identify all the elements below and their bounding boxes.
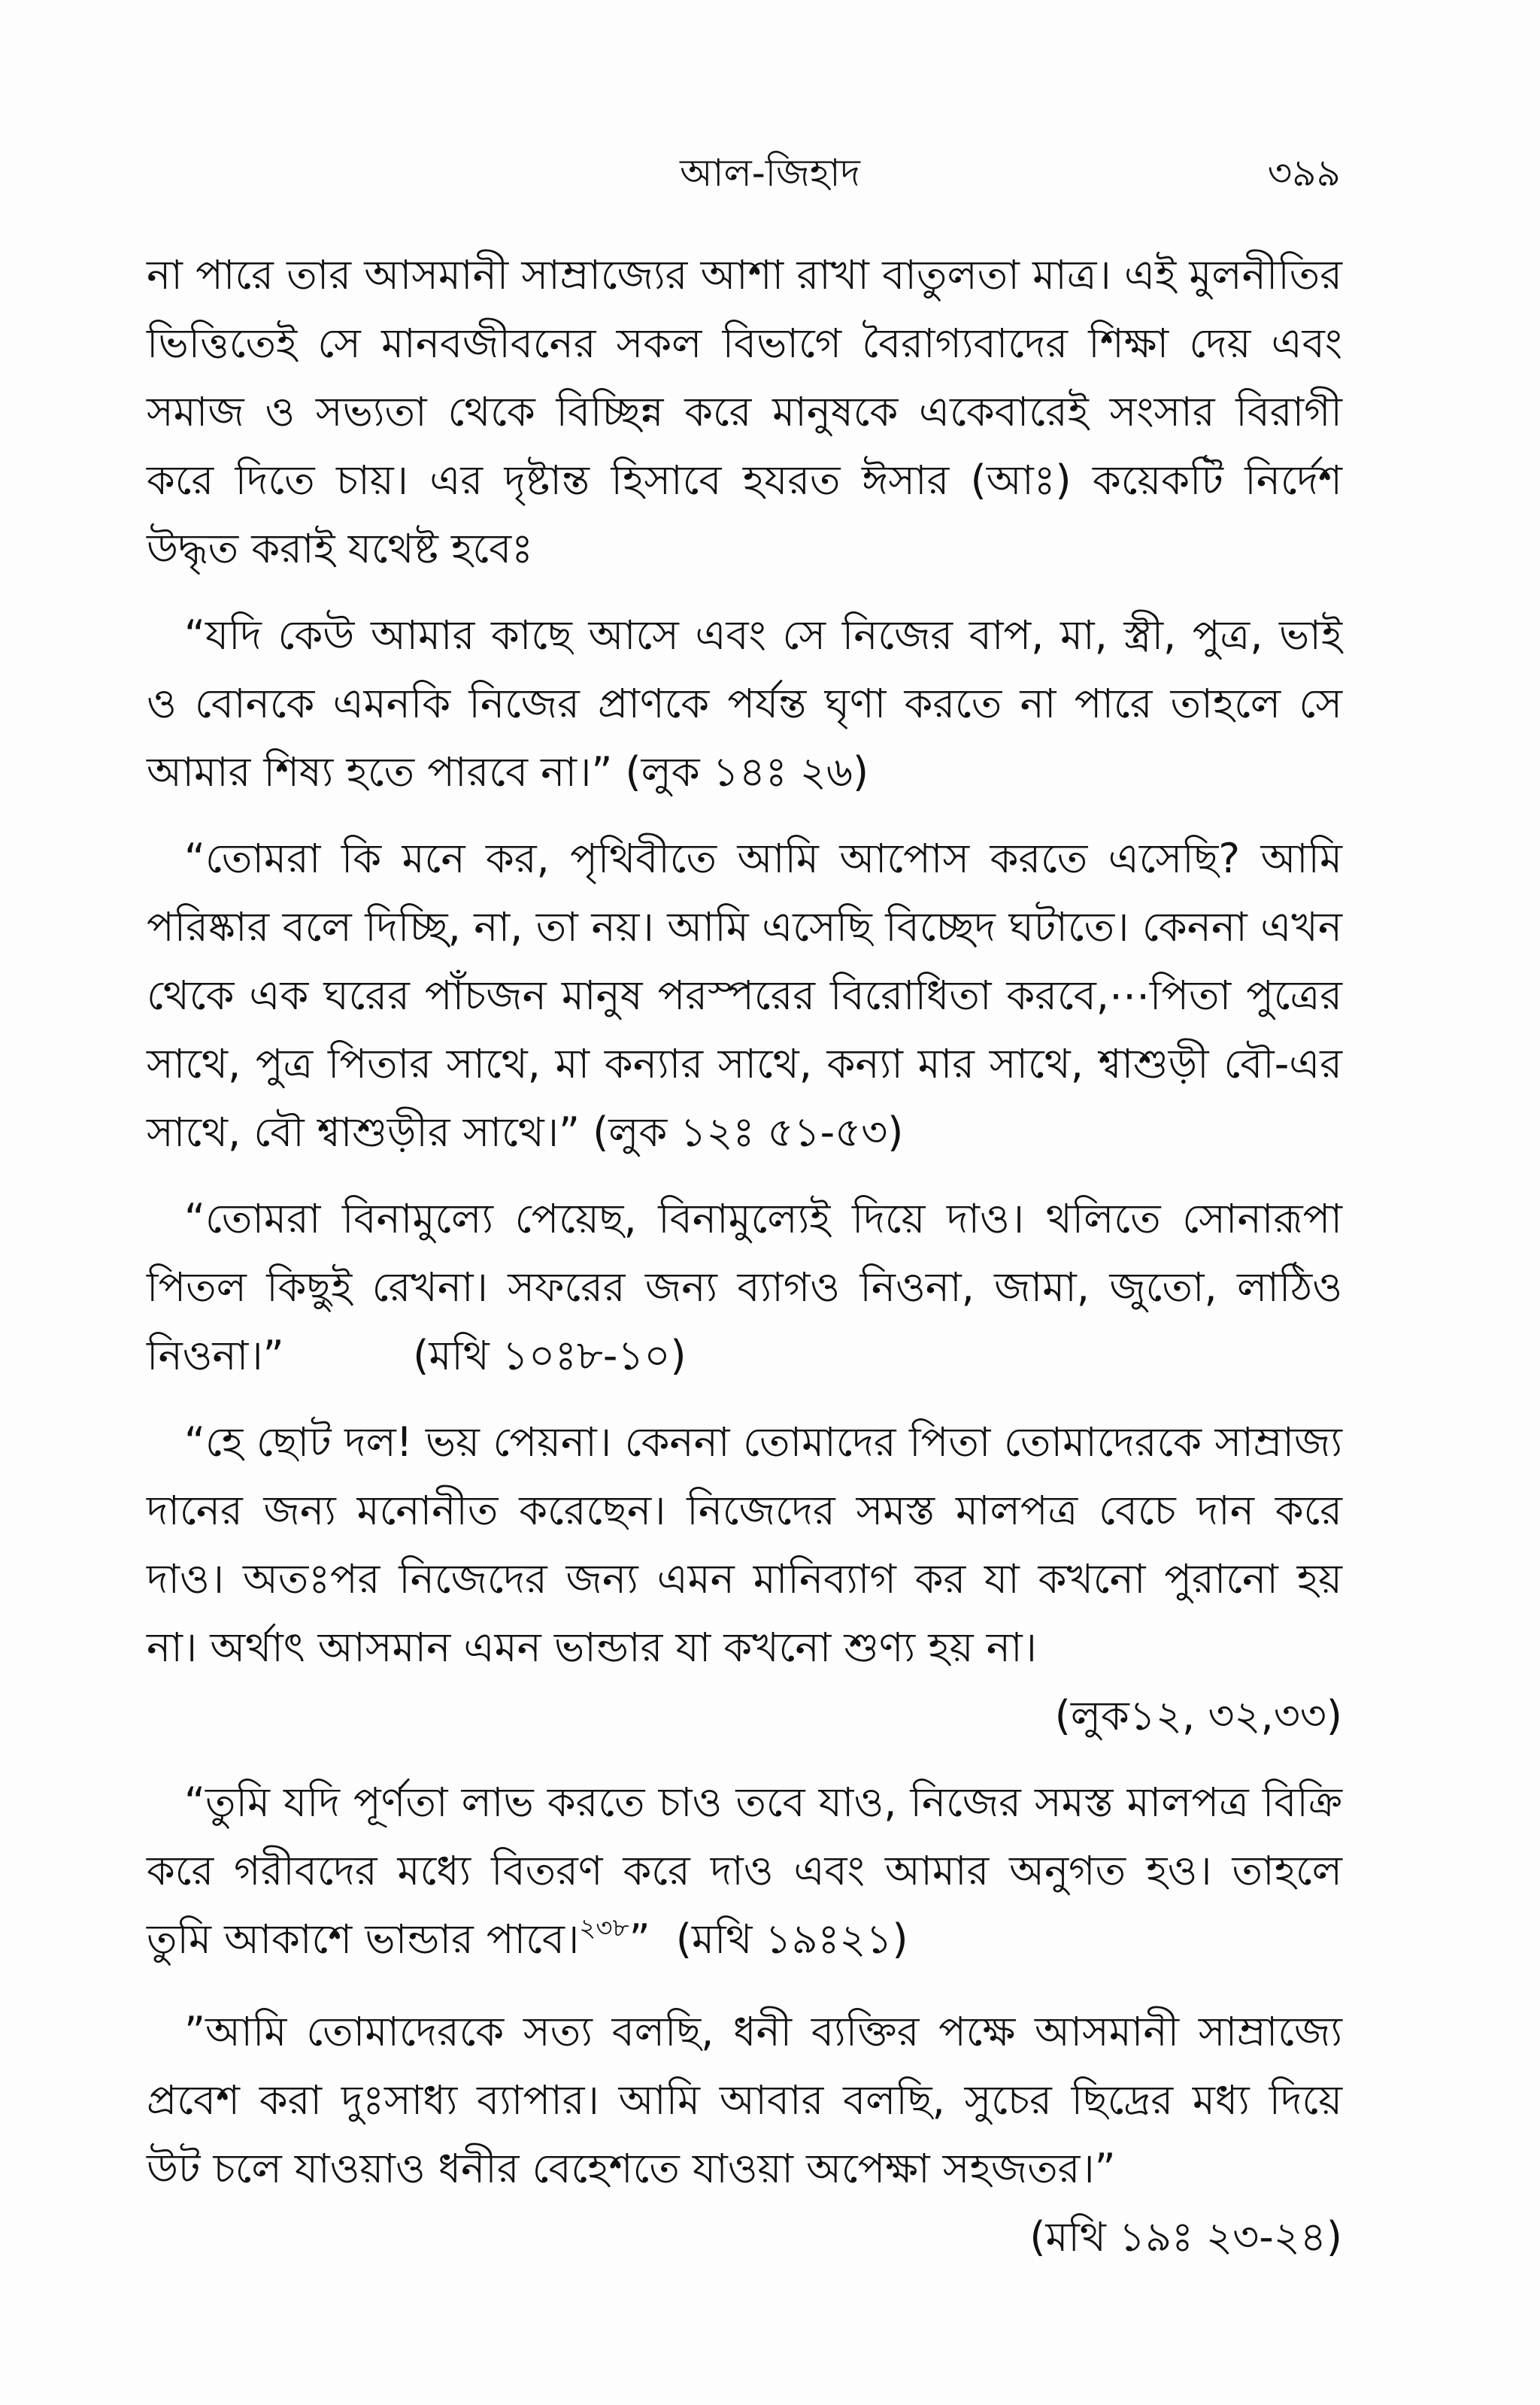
quote-matthew-19-21 — [147, 1768, 1342, 1973]
quote-luke-12-32: “হে ছোট দল! ভয় পেয়না। কেননা তোমাদের পিতা তোমাদেরকে সাম্রাজ্য দানের জন্য মনোনীত করেছেন। নিজেদের সমস্ত মালপত্র বেচে দান করে দাও। অতঃপর নিজেদের জন্য এমন মানিব্যাগ কর যা কখনো পুরানো হয় না। অর্থাৎ আসমান এমন ভান্ডার যা কখনো শুণ্য হয় না। — [147, 1418, 1342, 1671]
citation-matthew-19-23: (মথি ১৯ঃ ২৩-২৪) — [1029, 2213, 1342, 2261]
citation: (মথি ১৯ঃ২১) — [675, 1915, 908, 1963]
citation: (মথি ১০ঃ৮-১০) — [413, 1332, 687, 1379]
quote-text: “তোমরা বিনামুল্যে পেয়েছ, বিনামুল্যেই দিয়ে দাও। থলিতে সোনারূপা পিতল কিছুই রেখনা। সফরের জন্য ব্যাগও নিওনা, জামা, জুতো, লাঠিও নিওনা।” — [147, 1195, 1342, 1379]
quote-luke-12: “তোমরা কি মনে কর, পৃথিবীতে আমি আপোস করতে এসেছি? আমি পরিষ্কার বলে দিচ্ছি, না, তা নয়। আমি এসেছি বিচ্ছেদ ঘটাতে। কেননা এখন থেকে এক ঘরের পাঁচজন মানুষ পরস্পরের বিরোধিতা করবে,⋯পিতা পুত্রের সাথে, পুত্র পিতার সাথে, মা কন্যার সাথে, কন্যা মার সাথে, শ্বাশুড়ী বৌ-এর সাথে, বৌ শ্বাশুড়ীর সাথে।” (লুক ১২ঃ ৫১-৫৩) — [147, 835, 1342, 1156]
quote-matthew-10 — [147, 1184, 1342, 1390]
page-number: ৩৯৯ — [1267, 151, 1341, 195]
intro-paragraph: না পারে তার আসমানী সাম্রাজ্যের আশা রাখা বাতুলতা মাত্র। এই মুলনীতির ভিত্তিতেই সে মানবজীবনের সকল বিভাগে বৈরাগ্যবাদের শিক্ষা দেয় এবং সমাজ ও সভ্যতা থেকে বিচ্ছিন্ন করে মানুষকে একেবারেই সংসার বিরাগী করে দিতে চায়। এর দৃষ্টান্ত হিসাবে হযরত ঈসার (আঃ) কয়েকটি নির্দেশ উদ্ধৃত করাই যথেষ্ট হবেঃ — [147, 251, 1342, 572]
quote-luke-14: “যদি কেউ আমার কাছে আসে এবং সে নিজের বাপ, মা, স্ত্রী, পুত্র, ভাই ও বোনকে এমনকি নিজের প্রাণকে পর্যন্ত ঘৃণা করতে না পারে তাহলে সে আমার শিষ্য হতে পারবে না।” (লুক ১৪ঃ ২৬) — [147, 611, 1342, 796]
quote-matthew-19-23: ”আমি তোমাদেরকে সত্য বলছি, ধনী ব্যক্তির পক্ষে আসমানী সাম্রাজ্যে প্রবেশ করা দুঃসাধ্য ব্যাপার। আমি আবার বলছি, সুচের ছিদ্রের মধ্য দিয়ে উট চলে যাওয়াও ধনীর বেহেশতে যাওয়া অপেক্ষা সহজতর।” — [147, 2008, 1342, 2192]
citation-luke-12-32: (লুক১২, ৩২,৩৩) — [1054, 1692, 1342, 1739]
quote-text: “তুমি যদি পূর্ণতা লাভ করতে চাও তবে যাও, নিজের সমস্ত মালপত্র বিক্রি করে গরীবদের মধ্যে বিতরণ করে দাও এবং আমার অনুগত হও। তাহলে তুমি আকাশে ভান্ডার পাবে। — [147, 1779, 1342, 1963]
page-body — [147, 241, 1342, 2271]
closing-quote: ” — [629, 1915, 650, 1963]
page-header — [0, 143, 1540, 211]
running-title: আল-জিহাদ — [680, 151, 860, 195]
footnote-marker: ২৩৮ — [579, 1913, 629, 1943]
